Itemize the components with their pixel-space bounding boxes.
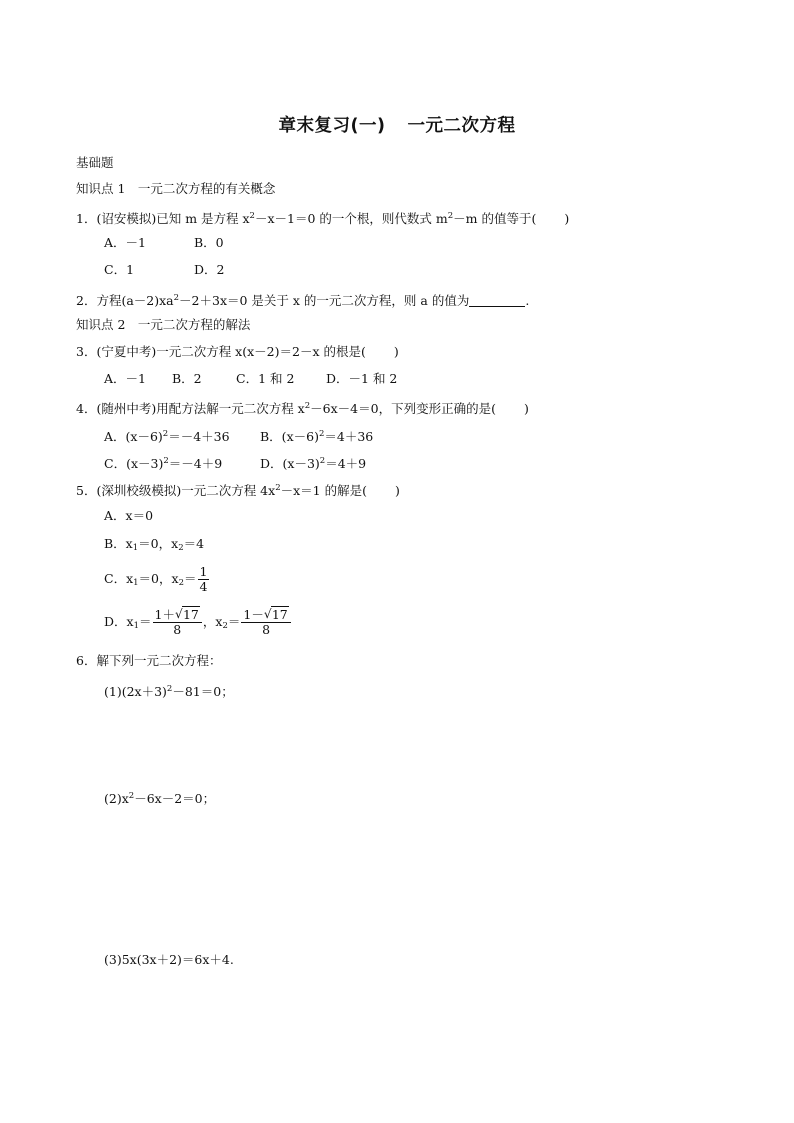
q1-option-b: B．0	[194, 235, 224, 250]
q3-option-a: A．－1	[104, 371, 146, 386]
q4-option-d: D．$(x-3)^2=4+9$	[260, 456, 367, 471]
q1-option-a: A．－1	[104, 235, 146, 250]
sqrt-17: √ 17	[174, 607, 199, 622]
question-6-part-2: $(2)x^2-6x-2=0$；	[104, 791, 216, 806]
title-part2: 一元二次方程	[407, 116, 516, 136]
q1-option-d: D．2	[194, 262, 225, 277]
q5-option-d: D．$x_1=$ 1＋ √ 17 8 ，$x_2=$ 1－ √ 17 8	[104, 606, 292, 642]
knowledge-point-2: 知识点 2 一元二次方程的解法	[76, 317, 251, 332]
q3-option-c: C．1 和 2	[236, 371, 295, 386]
sqrt-17: √ 17	[263, 607, 288, 622]
title-part1: 章末复习(一)	[278, 116, 386, 136]
question-1: 1．(诏安模拟)已知 m 是方程 $x^2-x-1=0$ 的一个根，则代数式 $m^2-m$ 的值等于( )	[76, 211, 570, 226]
question-4: 4．(随州中考)用配方法解一元二次方程 $x^2-6x-4=0$，下列变形正确的是( )	[76, 401, 529, 416]
question-3: 3．(宁夏中考)一元二次方程 x(x－2)＝2－x 的根是( )	[76, 344, 399, 359]
q4-option-b: B．$(x-6)^2=4+36$	[260, 429, 374, 444]
fraction-root-plus: 1＋ √ 17 8	[153, 608, 202, 637]
question-2: 2．方程$(a-2)xa^2-2+3x=0$ 是关于 x 的一元二次方程，则 a 的值为 .	[76, 293, 530, 308]
page-title	[0, 118, 794, 134]
question-6: 6．解下列一元二次方程：	[76, 653, 222, 668]
q3-option-b: B．2	[172, 371, 202, 386]
q1-option-c: C．1	[104, 262, 135, 277]
question-6-part-3: (3)5x(3x＋2)＝6x＋4.	[104, 952, 234, 967]
question-6-part-1: $(1)(2x+3)^2-81=0$；	[104, 684, 234, 699]
q5-option-c: C．$x_1=0$，$x_2=$ $\frac{1}{4}$	[104, 564, 208, 594]
q4-option-a: A．$(x-6)^2=-4+36$	[104, 429, 230, 444]
fraction-root-minus: 1－ √ 17 8	[241, 608, 290, 637]
question-5: 5．(深圳校级模拟)一元二次方程 $4x^2-x=1$ 的解是( )	[76, 483, 400, 498]
section-basic: 基础题	[76, 155, 114, 170]
q3-option-d: D．－1 和 2	[326, 371, 398, 386]
q5-option-b: B．$x_1=0$，$x_2=4$	[104, 536, 205, 553]
answer-blank	[469, 294, 525, 307]
fraction-one-quarter: $\frac{1}{4}$	[199, 564, 208, 594]
q4-option-c: C．$(x-3)^2=-4+9$	[104, 456, 223, 471]
knowledge-point-1: 知识点 1 一元二次方程的有关概念	[76, 181, 276, 196]
q5-option-a: A．x＝0	[104, 508, 154, 523]
